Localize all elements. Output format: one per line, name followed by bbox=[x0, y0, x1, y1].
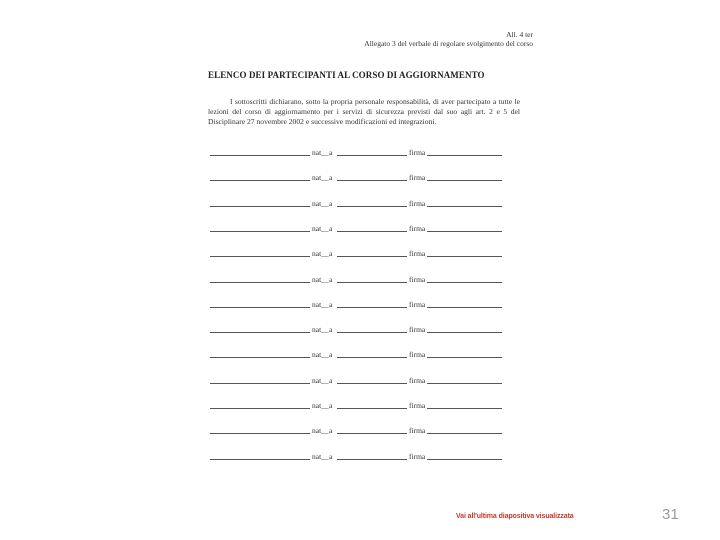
born-label: nat__ bbox=[312, 451, 329, 461]
signature-line[interactable] bbox=[427, 408, 502, 409]
participant-row bbox=[210, 348, 510, 360]
signature-label: firma bbox=[409, 375, 426, 385]
at-label: a bbox=[329, 451, 333, 461]
name-signature-line[interactable] bbox=[210, 433, 310, 434]
birthplace-line[interactable] bbox=[337, 256, 407, 257]
name-signature-line[interactable] bbox=[210, 282, 310, 283]
born-label: nat__ bbox=[312, 173, 329, 183]
born-label: nat__ bbox=[312, 375, 329, 385]
signature-label: firma bbox=[409, 173, 426, 183]
name-signature-line[interactable] bbox=[210, 357, 310, 358]
at-label: a bbox=[329, 401, 333, 410]
participant-row bbox=[210, 298, 510, 310]
name-signature-line[interactable] bbox=[210, 206, 310, 207]
name-signature-line[interactable] bbox=[210, 231, 310, 232]
attachment-number: All. 4 ter bbox=[506, 30, 533, 39]
signature-line[interactable] bbox=[427, 256, 502, 257]
born-label: nat__ bbox=[312, 148, 329, 157]
participant-row bbox=[210, 450, 510, 462]
participant-row bbox=[210, 424, 510, 436]
participant-row bbox=[210, 323, 510, 335]
signature-label: firma bbox=[409, 451, 426, 461]
birthplace-line[interactable] bbox=[337, 408, 407, 409]
signature-line[interactable] bbox=[427, 282, 502, 283]
signature-label: firma bbox=[409, 426, 426, 436]
participant-row bbox=[210, 247, 510, 259]
born-label: nat__ bbox=[312, 223, 329, 233]
signature-line[interactable] bbox=[427, 307, 502, 308]
name-signature-line[interactable] bbox=[210, 383, 310, 384]
signature-label: firma bbox=[409, 299, 426, 309]
birthplace-line[interactable] bbox=[337, 180, 407, 181]
birthplace-line[interactable] bbox=[337, 459, 407, 460]
birthplace-line[interactable] bbox=[337, 307, 407, 308]
born-label: nat__ bbox=[312, 249, 329, 259]
name-signature-line[interactable] bbox=[210, 459, 310, 460]
name-signature-line[interactable] bbox=[210, 307, 310, 308]
at-label: a bbox=[329, 375, 333, 385]
signature-line[interactable] bbox=[427, 357, 502, 358]
intro-paragraph bbox=[208, 97, 520, 128]
last-viewed-slide-link[interactable]: Vai all'ultima diapositiva visualizzata bbox=[456, 513, 574, 520]
signature-line[interactable] bbox=[427, 433, 502, 434]
born-label: nat__ bbox=[312, 325, 329, 335]
at-label: a bbox=[329, 173, 333, 183]
at-label: a bbox=[329, 249, 333, 259]
at-label: a bbox=[329, 148, 333, 157]
document-title: ELENCO DEI PARTECIPANTI AL CORSO DI AGGIORNAMENTO bbox=[208, 70, 485, 80]
birthplace-line[interactable] bbox=[337, 433, 407, 434]
signature-line[interactable] bbox=[427, 459, 502, 460]
born-label: nat__ bbox=[312, 401, 329, 410]
signature-line[interactable] bbox=[427, 155, 502, 156]
slide-number: 31 bbox=[662, 506, 679, 523]
at-label: a bbox=[329, 299, 333, 309]
signature-label: firma bbox=[409, 148, 426, 157]
at-label: a bbox=[329, 274, 333, 284]
signature-label: firma bbox=[409, 249, 426, 259]
intro-text: I sottoscritti dichiarano, sotto la propria personale responsabilità, di aver partecipato a tutte le lezioni del corso di aggiornamento per i servizi di sicurezza previsti dal suo agli art. 2 e 5 del Disciplinare 27 novembre 2002 e successive modificazioni ed integrazioni. bbox=[208, 97, 520, 127]
at-label: a bbox=[329, 198, 333, 208]
signature-label: firma bbox=[409, 274, 426, 284]
born-label: nat__ bbox=[312, 299, 329, 309]
signature-label: firma bbox=[409, 401, 426, 410]
signature-line[interactable] bbox=[427, 180, 502, 181]
signature-line[interactable] bbox=[427, 332, 502, 333]
born-label: nat__ bbox=[312, 274, 329, 284]
participant-row bbox=[210, 146, 510, 158]
name-signature-line[interactable] bbox=[210, 180, 310, 181]
born-label: nat__ bbox=[312, 350, 329, 360]
attachment-description: Allegato 3 del verbale di regolare svolgimento del corso bbox=[364, 39, 533, 48]
at-label: a bbox=[329, 325, 333, 335]
participant-row bbox=[210, 273, 510, 285]
birthplace-line[interactable] bbox=[337, 231, 407, 232]
birthplace-line[interactable] bbox=[337, 332, 407, 333]
name-signature-line[interactable] bbox=[210, 155, 310, 156]
signature-label: firma bbox=[409, 198, 426, 208]
signature-line[interactable] bbox=[427, 231, 502, 232]
born-label: nat__ bbox=[312, 198, 329, 208]
signature-label: firma bbox=[409, 350, 426, 360]
participant-row bbox=[210, 222, 510, 234]
participant-row bbox=[210, 197, 510, 209]
born-label: nat__ bbox=[312, 426, 329, 436]
birthplace-line[interactable] bbox=[337, 155, 407, 156]
participant-row bbox=[210, 374, 510, 386]
at-label: a bbox=[329, 223, 333, 233]
at-label: a bbox=[329, 350, 333, 360]
birthplace-line[interactable] bbox=[337, 383, 407, 384]
participant-row bbox=[210, 171, 510, 183]
birthplace-line[interactable] bbox=[337, 357, 407, 358]
birthplace-line[interactable] bbox=[337, 206, 407, 207]
at-label: a bbox=[329, 426, 333, 436]
participant-row bbox=[210, 399, 510, 411]
name-signature-line[interactable] bbox=[210, 408, 310, 409]
signature-label: firma bbox=[409, 325, 426, 335]
name-signature-line[interactable] bbox=[210, 332, 310, 333]
signature-line[interactable] bbox=[427, 383, 502, 384]
name-signature-line[interactable] bbox=[210, 256, 310, 257]
signature-line[interactable] bbox=[427, 206, 502, 207]
signature-label: firma bbox=[409, 223, 426, 233]
birthplace-line[interactable] bbox=[337, 282, 407, 283]
